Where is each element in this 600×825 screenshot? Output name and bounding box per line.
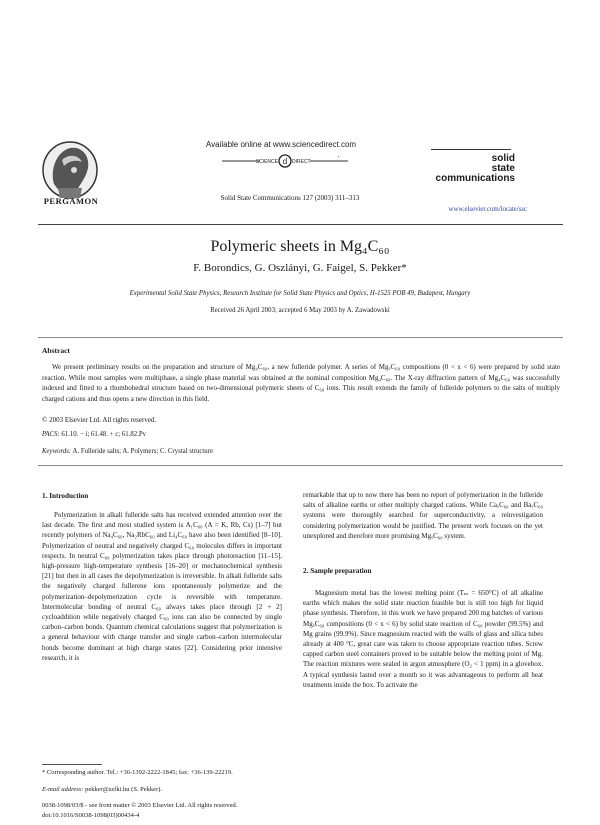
email-note: [42, 786, 282, 793]
doi: doi:10.1016/S0038-1098(03)00434-4: [42, 812, 140, 819]
sciencedirect-logo[interactable]: [220, 151, 350, 171]
svg-text:DIRECT: DIRECT: [292, 159, 311, 165]
footnote-divider: [42, 764, 102, 765]
corresponding-author-note: * Corresponding author. Tel.: +36-1392-2222-1845; fax: +36-139-22219.: [42, 769, 233, 776]
svg-text:SCIENCE: SCIENCE: [255, 159, 278, 165]
paragraph: Magnesium metal has the lowest melting point (Tₘ = 650°C) of all alkaline earths which makes the solid state reaction feasible but is still too high for liquid phase synthesis. Therefore, in this work we have prepared 200 mg batches of various MgₓC₆₀ compositions (0 < x < 6) by solid state reaction of C₆₀ powder (99.5%) and Mg grains (99.9%). Since magnesium reacted with the walls of glass and silica tubes already at 400 °C, great care was taken to choose appropriate reaction tubes. Screw capped carbon steel containers proved to be suitable below the melting point of Mg. The reaction mixtures were sealed in argon atmosphere (O₂ < 1 ppm) in a glovebox. A typical synthesis lasted over a month so it was advantageous to perform all heat treatments inside the box. To activate the: [303, 589, 543, 689]
journal-url-link[interactable]: www.elsevier.com/locate/ssc: [448, 206, 527, 213]
email-address[interactable]: pekker@szfki.hu (S. Pekker).: [85, 786, 163, 793]
abstract-paragraph: We present preliminary results on the preparation and structure of Mg₄C₆₀, a new fulleride polymer. A series of MgₓC₆₀ compositions (0 < x < 6) were prepared by solid state reaction. While most samples were multiphase, a single phase material was obtained at the nominal composition Mg₄C₆₀. The X-ray diffraction pattern of Mg₄C₆₀ was successfully indexed and fitted to a rhombohedral structure based on two-dimensional polymeric sheets of C₆₀ ions. This result extends the family of fulleride polymers to the salts of multiply charged cations and thus opens a new direction in this field.: [42, 363, 560, 403]
introduction-continued: [303, 490, 543, 541]
pacs-codes: [42, 431, 146, 438]
front-matter-note: 0038-1098/03/$ - see front matter © 2003 Elsevier Ltd. All rights reserved.: [42, 802, 238, 809]
keywords: [42, 448, 213, 455]
section-heading-introduction: 1. Introduction: [42, 492, 89, 500]
abstract-copyright: © 2003 Elsevier Ltd. All rights reserved.: [42, 416, 157, 424]
journal-citation: Solid State Communications 127 (2003) 311–313: [220, 194, 360, 202]
pacs-label: PACS:: [42, 431, 60, 438]
journal-logo-line: communications: [435, 173, 515, 184]
section-heading-sample-preparation: 2. Sample preparation: [303, 567, 372, 575]
abstract-divider-bottom: [38, 465, 563, 466]
pacs-values: 61.10. − i; 61.48. + c; 61.82.Pv: [61, 431, 147, 438]
received-dates: Received 26 April 2003; accepted 6 May 2003 by A. Zawadowski: [210, 307, 390, 314]
paragraph: remarkable that up to now there has been no report of polymerization in the fulleride salts of alkaline earths or other multiply charged cations. While CaₓC₆₀ and BaₓC₆₀ systems were thoroughly searched for superconductivity, a reinvestigation considering polymerization would be justified. The present work focuses on the yet unexplored and therefore more promising MgₓC₆₀ system.: [303, 491, 543, 540]
available-online[interactable]: Available online at www.sciencedirect.com: [205, 140, 357, 149]
abstract-text: [42, 362, 560, 404]
abstract-heading: Abstract: [42, 346, 70, 355]
article-title: Polymeric sheets in Mg₄C₆₀: [210, 238, 390, 255]
sample-preparation-text: [303, 588, 543, 690]
introduction-text: [42, 510, 282, 663]
paragraph: Polymerization in alkali fulleride salts has received extended attention over the last decade. The first and most studied system is A₁C₆₀ (A = K, Rb, Cs) [1–7] but recently polymers of Na₄C₆₀, Na₂RbC₆₀ and Li₄C₆₀ have also been identified [8–10]. Polymerization of neutral and negatively charged C₆₀ molecules differs in important respects. In neutral C₆₀ polymerization takes place through photoreaction [11–15], high-pressure high-temperature synthesis [16–20] or mechanochemical synthesis [21] but then in all cases the depolymerization is irreversible. In alkali fulleride salts the negatively charged fullerene ions spontaneously polymerize and the polymerization–depolymerization cycle is reversible with temperature. Intermolecular bonding of neutral C₆₀ always takes place through [2 + 2] cycloaddition while negatively charged C₆₀ ions can also be connected by single carbon–carbon bonds. Quantum chemical calculations suggest that polymerization is a general behaviour with charge transfer and single carbon–carbon intermolecular bonds become dominant at high charge states [22]. Considering prior intensive research, it is: [42, 511, 282, 662]
keywords-label: Keywords:: [42, 448, 72, 455]
email-label: E-mail address:: [42, 786, 84, 793]
journal-logo: [405, 149, 515, 195]
journal-logo-line: state: [491, 163, 515, 174]
abstract-divider-top: [38, 337, 563, 338]
journal-logo-line: solid: [491, 153, 515, 164]
svg-text:d: d: [282, 157, 288, 166]
svg-text:•: •: [338, 154, 340, 159]
affiliation: Experimental Solid State Physics, Research Institute for Solid State Physics and Optics, H-1525 POB 49, Budapest, Hungary: [129, 290, 471, 297]
keywords-values: A. Fulleride salts; A. Polymers; C. Crystal structure: [72, 448, 213, 455]
publisher-name: PERGAMON: [43, 196, 99, 206]
header-divider: [38, 224, 563, 225]
author-list: F. Borondics, G. Oszlányi, G. Faigel, S. Pekker*: [193, 262, 407, 274]
